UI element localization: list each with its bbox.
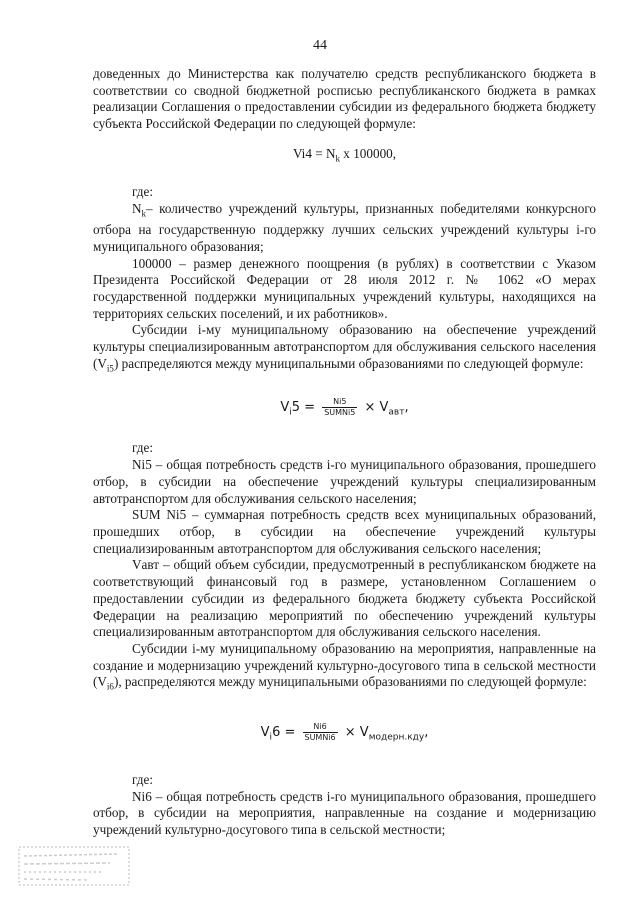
formula-vi6: $V_i6$ = $\frac{Ni6}{\text{SUMNi6}}$ × $V_{модерн.кду}$, xyxy=(260,721,429,743)
definition-100000: 100000 – размер денежного поощрения (в рублях) в соответствии с Указом Президента Российской Федерации от 28 июля 2012 г. № 1062 «О мерах государственной поддержки муниципальных учреждений культуры, находящихся на территориях сельских поселений, и их работников». xyxy=(93,255,596,321)
document-stamp-mark xyxy=(18,846,130,886)
fraction-ni5: $\frac{Ni5}{\text{SUMNi5}}$ xyxy=(324,397,356,418)
formula-vi5: $V_i5$ = $\frac{Ni5}{\text{SUMNi5}}$ × $V_{авт}$, xyxy=(280,397,409,418)
definition-nk: $N_k-$ количество учреждений культуры, признанных победителями конкурсного отбора на государственную поддержку лучших сельских учреждений культуры i-го муниципального образования; xyxy=(93,200,596,254)
formula-vi4: $Vi4 = N_k$ х 100000, xyxy=(292,145,397,164)
page-number: 44 xyxy=(313,38,327,53)
where-label-3: где: xyxy=(132,771,153,787)
where-label-1: где: xyxy=(132,184,153,200)
document-body xyxy=(93,66,596,839)
definition-ni6: Ni6 – общая потребность средств i-го муниципального образования, прошедшего отбор, в субсидии на мероприятия, направленные на создание и модернизацию учреждений культурно-досугового типа в сельской местности; xyxy=(93,788,596,838)
paragraph-subsidy-transport: Субсидии i-му муниципальному образованию на обеспечение учреждений культуры специализированным автотранспортом для обслуживания сельского населения $(V_{i5})$ распределяются между муниципальными образованиями по следующей формуле: xyxy=(93,322,596,374)
fraction-ni6: $\frac{Ni6}{\text{SUMNi6}}$ xyxy=(304,721,336,742)
paragraph-subsidy-kdu: Субсидии i-му муниципальному образованию на мероприятия, направленные на создание и модернизацию учреждений культурно-досугового типа в сельской местности $(V_{i6})$, распределяются между муниципальными образованиями по следующей формуле: xyxy=(93,640,596,692)
definition-vavt: Vавт – общий объем субсидии, предусмотренный в республиканском бюджете на соответствующий финансовый год в размере, установленном Соглашением о предоставлении субсидии из федерального бюджета бюджету субъекта Российской Федерации на реализацию мероприятий по обеспечению учреждений культуры специализированным автотранспортом для обслуживания сельского населения. xyxy=(93,557,596,640)
where-label-2: где: xyxy=(132,440,153,456)
definition-sum-ni5: SUM Ni5 – суммарная потребность средств всех муниципальных образований, прошедших отбор, в субсидии на обеспечение учреждений культуры специализированным автотранспортом для обслуживания сельского населения; xyxy=(93,507,596,556)
paragraph-intro: доведенных до Министерства как получателю средств республиканского бюджета в соответствии со сводной бюджетной росписью республиканского бюджета в рамках реализации Соглашения о предоставлении субсидии из федерального бюджета бюджету субъекта Российской Федерации по следующей формуле: xyxy=(93,66,596,132)
definition-ni5: Ni5 – общая потребность средств i-го муниципального образования, прошедшего отбор, в субсидии на обеспечение учреждений культуры специализированным автотранспортом для обслуживания сельского населения; xyxy=(93,457,596,506)
